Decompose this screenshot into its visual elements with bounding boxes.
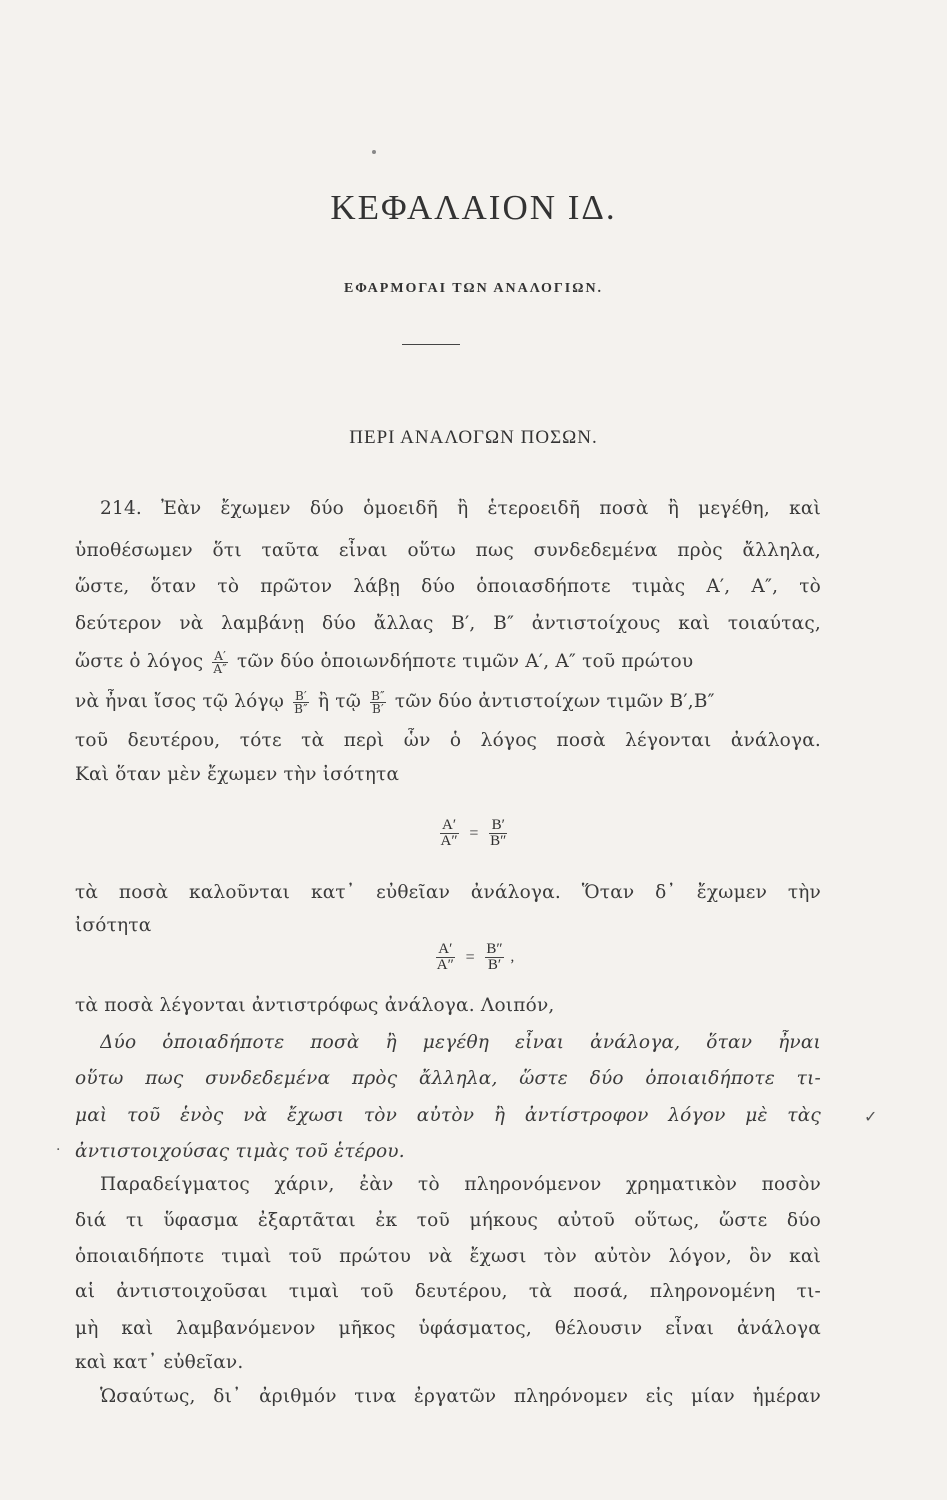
fraction-denominator: Α″ <box>436 957 454 973</box>
fraction-denominator: Β″ <box>490 833 507 849</box>
fraction-numerator: Α′ <box>436 942 455 958</box>
fraction-denominator: Α″ <box>213 661 227 675</box>
para4-line6: καὶ κατ᾽ εὐθεῖαν. <box>75 1352 244 1373</box>
equation-comma: , <box>510 948 515 965</box>
para3-line1: τὰ ποσὰ λέγονται ἀντιστρόφως ἀνάλογα. Λοιπόν, <box>75 995 555 1016</box>
fraction-denominator: Β′ <box>487 957 502 973</box>
para2-line2: ἰσότητα <box>75 915 152 936</box>
margin-check-mark: ✓ <box>864 1107 878 1126</box>
para1-line5-a: ὥστε ὁ λόγος <box>75 651 204 672</box>
fraction-b1-b2 <box>293 690 309 715</box>
para2-line1: τὰ ποσὰ καλοῦνται κατ᾽ εὐθεῖαν ἀνάλογα. Ὅταν δ᾽ ἔχωμεν τὴν <box>75 882 821 903</box>
para1-line7: τοῦ δευτέρου, τότε τὰ περὶ ὧν ὁ λόγος ποσὰ λέγονται ἀνάλογα. <box>75 730 821 751</box>
equation-fraction-right <box>485 942 503 973</box>
para1-line6-a: νὰ ἦναι ἴσος τῷ λόγῳ <box>75 691 285 712</box>
para1-line1: 214. Ἐὰν ἔχωμεν δύο ὁμοειδῆ ἢ ἑτεροειδῆ ποσὰ ἢ μεγέθη, καὶ <box>100 498 821 519</box>
definition-line3: μαὶ τοῦ ἑνὸς νὰ ἔχωσι τὸν αὐτὸν ἢ ἀντίστροφον λόγον μὲ τὰς <box>75 1105 821 1126</box>
equation-fraction-right <box>489 818 507 849</box>
fraction-numerator: Α′ <box>440 818 459 834</box>
divider-rule <box>402 344 460 345</box>
ink-dot <box>372 150 376 154</box>
fraction-a1-a2 <box>212 650 228 675</box>
chapter-title: ΚΕΦΑΛΑΙΟΝ ΙΔ. <box>330 188 617 227</box>
fraction-b2-b1 <box>370 690 386 715</box>
equation-direct <box>0 818 947 849</box>
equals-sign: = <box>469 824 479 842</box>
para1-line5 <box>75 649 821 675</box>
para1-line8: Καὶ ὅταν μὲν ἔχωμεν τὴν ἰσότητα <box>75 764 400 785</box>
para1-line2: ὑποθέσωμεν ὅτι ταῦτα εἶναι οὕτω πως συνδεδεμένα πρὸς ἄλληλα, <box>75 540 821 561</box>
margin-dot: · <box>56 1142 61 1158</box>
definition-line2: οὕτω πως συνδεδεμένα πρὸς ἄλληλα, ὥστε δύο ὁποιαιδήποτε τι- <box>75 1068 821 1089</box>
equals-sign: = <box>465 948 475 966</box>
fraction-denominator: Α″ <box>440 833 458 849</box>
para1-line3: ὥστε, ὅταν τὸ πρῶτον λάβῃ δύο ὁποιασδήποτε τιμὰς Α′, Α″, τὸ <box>75 576 821 597</box>
fraction-numerator: Β″ <box>371 689 385 703</box>
fraction-numerator: Β′ <box>489 818 507 834</box>
equation-inverse <box>0 942 947 973</box>
section-title: ΕΦΑΡΜΟΓΑΙ ΤΩΝ ΑΝΑΛΟΓΙΩΝ. <box>343 281 604 296</box>
fraction-denominator: Β′ <box>372 701 384 715</box>
fraction-numerator: Α′ <box>214 649 227 663</box>
para4-line1: Παραδείγματος χάριν, ἐὰν τὸ πληρονόμενον χρηματικὸν ποσὸν <box>100 1174 821 1195</box>
definition-line1: Δύο ὁποιαδήποτε ποσὰ ἢ μεγέθη εἶναι ἀνάλογα, ὅταν ἦναι <box>100 1032 821 1053</box>
fraction-numerator: Β′ <box>295 689 307 703</box>
para1-line6-c: τῶν δύο ἀντιστοίχων τιμῶν Β′,Β″ <box>394 691 715 712</box>
para1-line6 <box>75 689 821 715</box>
para5-line1: Ὡσαύτως, δι᾽ ἀριθμόν τινα ἐργατῶν πληρόνομεν εἰς μίαν ἡμέραν <box>100 1386 821 1407</box>
fraction-numerator: Β″ <box>486 941 503 957</box>
definition-line4: ἀντιστοιχούσας τιμὰς τοῦ ἑτέρου. <box>75 1141 405 1162</box>
fraction-denominator: Β″ <box>294 701 308 715</box>
para4-line5: μὴ καὶ λαμβανόμενον μῆκος ὑφάσματος, θέλουσιν εἶναι ἀνάλογα <box>75 1318 821 1339</box>
equation-fraction-left <box>440 818 459 849</box>
para4-line2: διά τι ὕφασμα ἐξαρτᾶται ἐκ τοῦ μήκους αὐτοῦ οὕτως, ὥστε δύο <box>75 1210 821 1231</box>
para1-line4: δεύτερον νὰ λαμβάνῃ δύο ἄλλας Β′, Β″ ἀντιστοίχους καὶ τοιαύτας, <box>75 613 821 634</box>
para4-line3: ὁποιαιδήποτε τιμαὶ τοῦ πρώτου νὰ ἔχωσι τὸν αὐτὸν λόγον, ὃν καὶ <box>75 1246 821 1267</box>
para1-line5-b: τῶν δύο ὁποιωνδήποτε τιμῶν Α′, Α″ τοῦ πρώτου <box>237 651 694 672</box>
para1-line6-b: ἢ τῷ <box>317 691 362 712</box>
equation-fraction-left <box>436 942 455 973</box>
para4-line4: αἱ ἀντιστοιχοῦσαι τιμαὶ τοῦ δευτέρου, τὰ ποσά, πληρονομένη τι- <box>75 1281 821 1302</box>
subsection-title: ΠΕΡΙ ΑΝΑΛΟΓΩΝ ΠΟΣΩΝ. <box>349 427 598 448</box>
